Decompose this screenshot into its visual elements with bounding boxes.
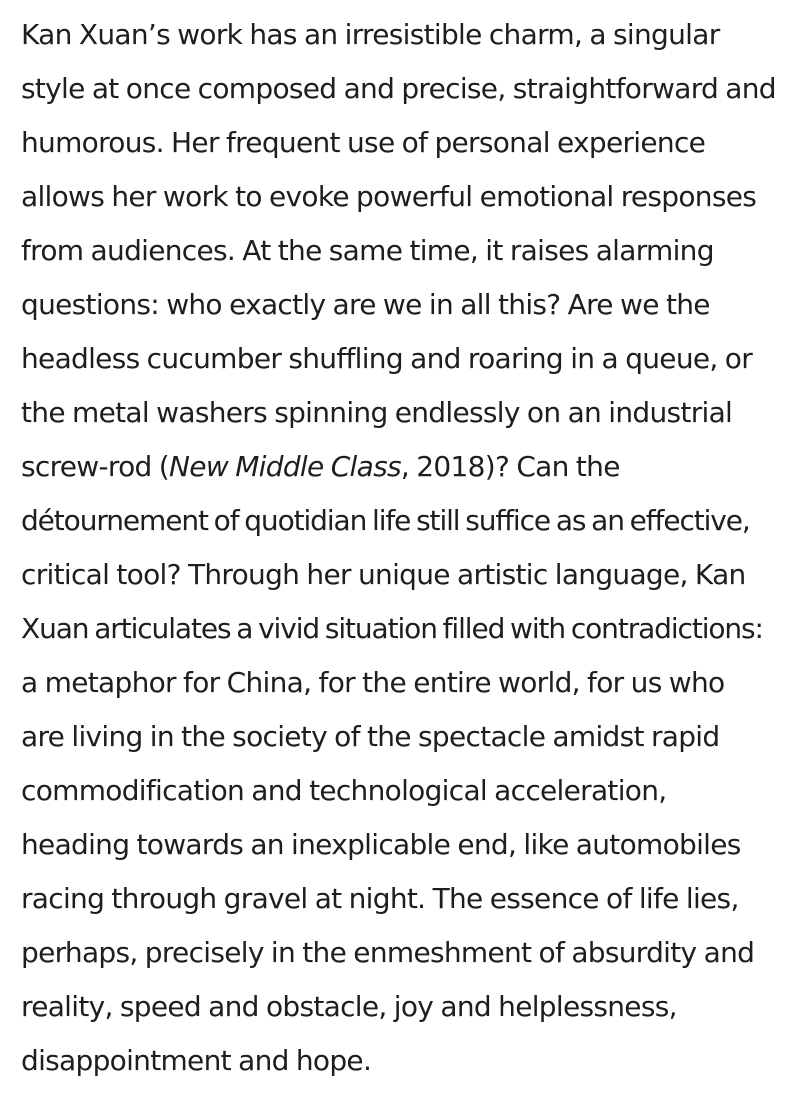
paragraph-line: Kan Xuan’s work has an irresistible charm, a singular [21,18,720,51]
paragraph-line: style at once composed and precise, straightforward and [21,72,776,105]
paragraph-line: commodification and technological acceleration, [21,774,667,807]
paragraph-line: questions: who exactly are we in all this? Are we the [21,288,710,321]
line-text-after-title: , 2018)? Can the [400,450,620,483]
paragraph-line: racing through gravel at night. The essence of life lies, [21,882,739,915]
paragraph-line: heading towards an inexplicable end, like automobiles [21,828,741,861]
paragraph-line: reality, speed and obstacle, joy and helplessness, [21,990,677,1023]
paragraph-line: humorous. Her frequent use of personal experience [21,126,706,159]
paragraph-line: a metaphor for China, for the entire world, for us who [21,666,725,699]
paragraph-line: critical tool? Through her unique artistic language, Kan [21,558,746,591]
paragraph-line: the metal washers spinning endlessly on an industrial [21,396,733,429]
paragraph-line: allows her work to evoke powerful emotional responses [21,180,757,213]
paragraph-line: Xuan articulates a vivid situation filled with contradictions: [21,612,763,645]
body-paragraph [21,8,796,1088]
paragraph-line: headless cucumber shuffling and roaring in a queue, or [21,342,753,375]
line-text-before-title: screw-rod ( [21,450,170,483]
paragraph-line: from audiences. At the same time, it raises alarming [21,234,714,267]
paragraph-line-with-title [21,440,796,494]
artwork-title: New Middle Class [169,450,401,483]
paragraph-line: perhaps, precisely in the enmeshment of absurdity and [21,936,755,969]
paragraph-line: are living in the society of the spectacle amidst rapid [21,720,720,753]
paragraph-line: disappointment and hope. [21,1044,372,1077]
paragraph-line: détournement of quotidian life still suffice as an effective, [21,504,750,537]
